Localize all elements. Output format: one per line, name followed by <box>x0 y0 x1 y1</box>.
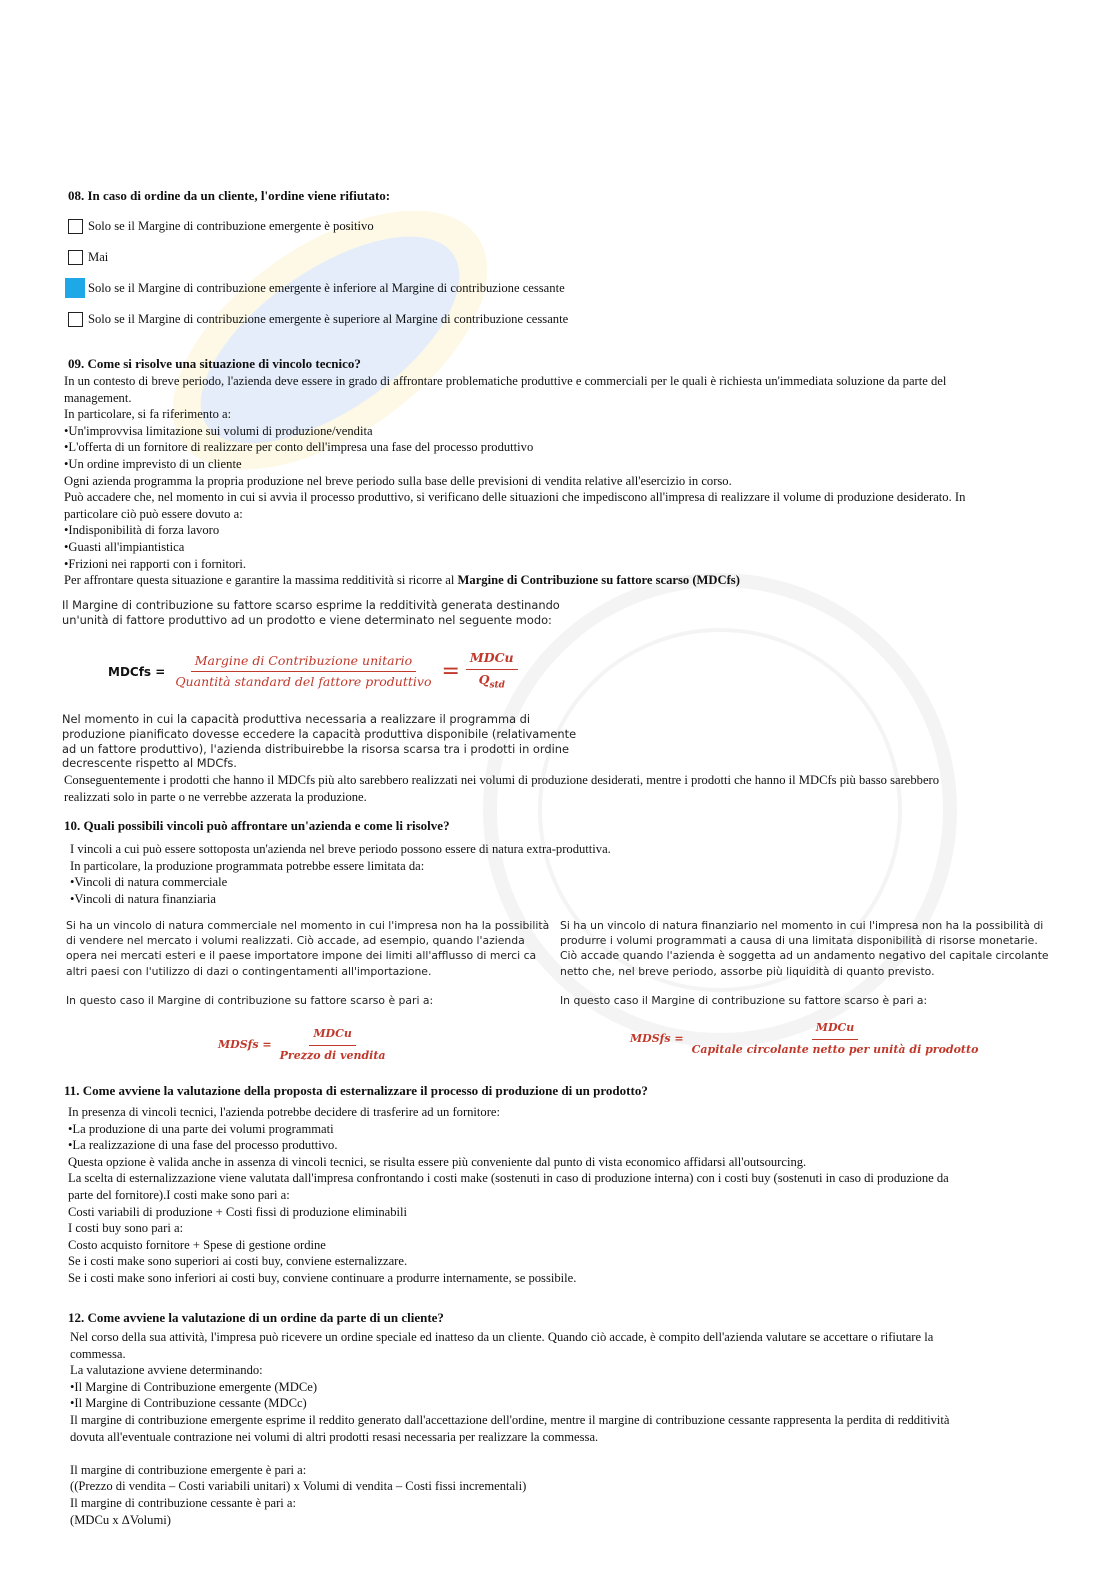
text-line: parte del fornitore).I costi make sono pari a: <box>68 1187 290 1202</box>
text-line: Il margine di contribuzione emergente esprime il reddito generato dall'accettazione dell'ordine, mentre il margine di contribuzione cessante rappresenta la perdita di redditività <box>70 1412 950 1427</box>
text-line: Il margine di contribuzione emergente è pari a: <box>70 1462 307 1477</box>
question-09-title: 09. Come si risolve una situazione di vincolo tecnico? <box>68 356 361 371</box>
text-line: Si ha un vincolo di natura commerciale nel momento in cui l'impresa non ha la possibilità <box>66 919 550 932</box>
formula-denominator-2: Q <box>478 671 490 687</box>
question-12-title: 12. Come avviene la valutazione di un ordine da parte di un cliente? <box>68 1310 444 1325</box>
checkbox[interactable] <box>68 219 83 234</box>
text-line: Questa opzione è valida anche in assenza di vincoli tecnici, se risulta essere più conveniente dal punto di vista economico affidarsi all'outsourcing. <box>68 1154 807 1169</box>
text-line: La valutazione avviene determinando: <box>70 1363 263 1378</box>
text-line: In questo caso il Margine di contribuzione su fattore scarso è pari a: <box>66 993 434 1007</box>
text-line: •Vincoli di natura commerciale <box>70 875 228 890</box>
text-line: •Vincoli di natura finanziaria <box>70 891 216 906</box>
checkbox[interactable] <box>68 250 83 265</box>
option-label: Mai <box>88 249 109 264</box>
text-line: In presenza di vincoli tecnici, l'azienda potrebbe decidere di trasferire ad un fornitore: <box>68 1105 501 1119</box>
formula-lhs: MDCfs = <box>108 664 166 679</box>
formula-equals: = <box>441 658 460 684</box>
text-line: In particolare, la produzione programmata potrebbe essere limitata da: <box>70 858 425 873</box>
formula-lhs: MDSfs = <box>218 1037 272 1051</box>
formula-numerator: MDCu <box>309 1026 355 1046</box>
text-line: dovuta all'eventuale contrazione nei volumi di altri prodotti resasi necessaria per realizzare la commessa. <box>70 1429 599 1444</box>
text-line: Costo acquisto fornitore + Spese di gestione ordine <box>68 1237 326 1252</box>
question-09-conclusion <box>64 772 939 805</box>
option-08-b[interactable] <box>68 247 108 267</box>
text-line: Conseguentemente i prodotti che hanno il MDCfs più alto sarebbero realizzati nei volumi di produzione desiderati, mentre i prodotti che hanno il MDCfs più basso sarebbero <box>64 773 940 787</box>
mdcfs-explanation-box <box>62 712 576 771</box>
text-line: Il margine di contribuzione cessante è pari a: <box>70 1495 297 1510</box>
text-line: opera nei mercati esteri e il paese importatore impone dei limiti all'afflusso di merci ca <box>66 949 537 963</box>
question-10-body <box>70 841 611 907</box>
text-line: ad un fattore produttivo), l'azienda distribuirebbe la risorsa scarsa tra i prodotti in ordine <box>62 741 569 756</box>
text-line: produrre i volumi programmati a causa di una limitata disponibilità di risorse monetarie. <box>560 934 1038 948</box>
text-line <box>70 1445 949 1462</box>
text-line: Il Margine di contribuzione su fattore scarso esprime la redditività generata destinando <box>62 598 560 612</box>
option-08-d[interactable] <box>68 309 568 329</box>
option-label: Solo se il Margine di contribuzione emergente è inferiore al Margine di contribuzione cessante <box>88 280 565 295</box>
mdcfs-formula <box>108 650 518 694</box>
text-line: Costi variabili di produzione + Costi fissi di produzione eliminabili <box>68 1204 408 1219</box>
text-line: •Frizioni nei rapporti con i fornitori. <box>64 556 247 571</box>
formula-numerator-2: MDCu <box>466 650 518 670</box>
question-08-title: 08. In caso di ordine da un cliente, l'ordine viene rifiutato: <box>68 188 391 203</box>
text-line: In particolare, si fa riferimento a: <box>64 407 232 422</box>
text-line: •La produzione di una parte dei volumi programmati <box>68 1121 334 1136</box>
financial-constraint-box <box>560 918 1049 1008</box>
checkbox[interactable] <box>68 312 83 327</box>
question-10-title: 10. Quali possibili vincoli può affrontare un'azienda e come li risolve? <box>64 818 450 833</box>
text-line: •Indisponibilità di forza lavoro <box>64 523 220 538</box>
text-line: Ciò accade quando l'azienda è soggetta ad un andamento negativo del capitale circolante <box>560 949 1049 963</box>
text-line: un'unità di fattore produttivo ad un prodotto e viene determinato nel seguente modo: <box>62 613 552 627</box>
text-line: •Il Margine di Contribuzione emergente (MDCe) <box>70 1379 318 1394</box>
text-line: La scelta di esternalizzazione viene valutata dall'impresa confrontando i costi make (sostenuti in caso di produzione interna) con i costi buy (sostenuti in caso di produzione da <box>68 1171 949 1186</box>
text-line: Se i costi make sono inferiori ai costi buy, conviene continuare a produrre internamente, se possibile. <box>68 1270 577 1285</box>
formula-numerator: Margine di Contribuzione unitario <box>191 653 416 673</box>
text-line: Nel corso della sua attività, l'impresa può ricevere un ordine speciale ed inatteso da un cliente. Quando ciò accade, è compito dell'azienda valutare se accettare o rifiutare la <box>70 1330 934 1344</box>
text-line: I vincoli a cui può essere sottoposta un'azienda nel breve periodo possono essere di natura extra-produttiva. <box>70 842 611 856</box>
text-line: •Il Margine di Contribuzione cessante (MDCc) <box>70 1396 307 1411</box>
text-line: Può accadere che, nel momento in cui si avvia il processo produttivo, si verificano delle situazioni che impediscono all'impresa di realizzare il volume di produzione desiderato. In <box>64 490 966 505</box>
text-line: commessa. <box>70 1346 126 1361</box>
mdcfs-definition-box <box>62 598 560 628</box>
text-line: altri paesi con l'utilizzo di dazi o contingentamenti all'importazione. <box>66 964 432 978</box>
formula-denominator: Prezzo di vendita <box>279 1048 386 1062</box>
question-11-body <box>68 1104 949 1287</box>
text-line: (MDCu x ΔVolumi) <box>70 1512 171 1527</box>
question-11-title: 11. Come avviene la valutazione della proposta di esternalizzare il processo di produzione di un prodotto? <box>64 1083 648 1098</box>
text-line: netto che, nel breve periodo, assorbe più liquidità di quanto previsto. <box>560 964 935 978</box>
formula-subscript: std <box>489 680 505 691</box>
text-line: •La realizzazione di una fase del processo produttivo. <box>68 1138 338 1153</box>
text-bold: Margine di Contribuzione su fattore scarso (MDCfs) <box>457 573 740 588</box>
text-line: Se i costi make sono superiori ai costi buy, conviene esternalizzare. <box>68 1254 408 1269</box>
financial-formula <box>630 1020 982 1058</box>
option-08-a[interactable] <box>68 216 374 236</box>
formula-denominator: Capitale circolante netto per unità di prodotto <box>691 1042 979 1056</box>
option-label: Solo se il Margine di contribuzione emergente è positivo <box>88 218 374 233</box>
checkbox-selected[interactable] <box>65 278 85 298</box>
text-line: produzione pianificato dovesse eccedere la capacità produttiva disponibile (relativamente <box>62 726 577 741</box>
formula-lhs: MDSfs = <box>630 1031 684 1045</box>
question-12-body <box>70 1329 949 1528</box>
text-line: particolare ciò può essere dovuto a: <box>64 506 243 521</box>
commercial-constraint-box <box>66 918 549 1008</box>
formula-denominator: Quantità standard del fattore produttivo <box>175 674 432 690</box>
text-line: Ogni azienda programma la propria produzione nel breve periodo sulla base delle previsioni di vendita relative all'esercizio in corso. <box>64 473 732 488</box>
text-line: •Un ordine imprevisto di un cliente <box>64 456 242 471</box>
text-line <box>64 572 965 589</box>
text-plain: Per affrontare questa situazione e garantire la massima redditività si ricorre al <box>64 573 458 588</box>
text-line: •L'offerta di un fornitore di realizzare per conto dell'impresa una fase del processo produttivo <box>64 440 534 455</box>
text-line: I costi buy sono pari a: <box>68 1221 184 1236</box>
text-line: Nel momento in cui la capacità produttiva necessaria a realizzare il programma di <box>62 712 531 726</box>
commercial-formula <box>218 1026 390 1064</box>
text-line: •Guasti all'impiantistica <box>64 539 185 554</box>
text-line: Si ha un vincolo di natura finanziario nel momento in cui l'impresa non ha la possibilità di <box>560 919 1044 932</box>
question-09-body <box>64 373 965 589</box>
text-line: di vendere nel mercato i volumi realizzati. Ciò accade, ad esempio, quando l'azienda <box>66 934 525 948</box>
option-08-c[interactable] <box>68 278 565 298</box>
text-line: decrescente rispetto al MDCfs. <box>62 756 237 771</box>
text-line: •Un'improvvisa limitazione sui volumi di produzione/vendita <box>64 423 373 438</box>
option-label: Solo se il Margine di contribuzione emergente è superiore al Margine di contribuzione cessante <box>88 311 569 326</box>
formula-numerator: MDCu <box>812 1020 858 1040</box>
text-line: In un contesto di breve periodo, l'azienda deve essere in grado di affrontare problematiche produttive e commerciali per le quali è richiesta un'immediata soluzione da parte del <box>64 374 947 388</box>
text-line: management. <box>64 390 132 405</box>
text-line: In questo caso il Margine di contribuzione su fattore scarso è pari a: <box>560 993 928 1007</box>
text-line: ((Prezzo di vendita – Costi variabili unitari) x Volumi di vendita – Costi fissi incrementali) <box>70 1479 527 1494</box>
text-line: realizzati solo in parte o ne verrebbe azzerata la produzione. <box>64 789 367 804</box>
